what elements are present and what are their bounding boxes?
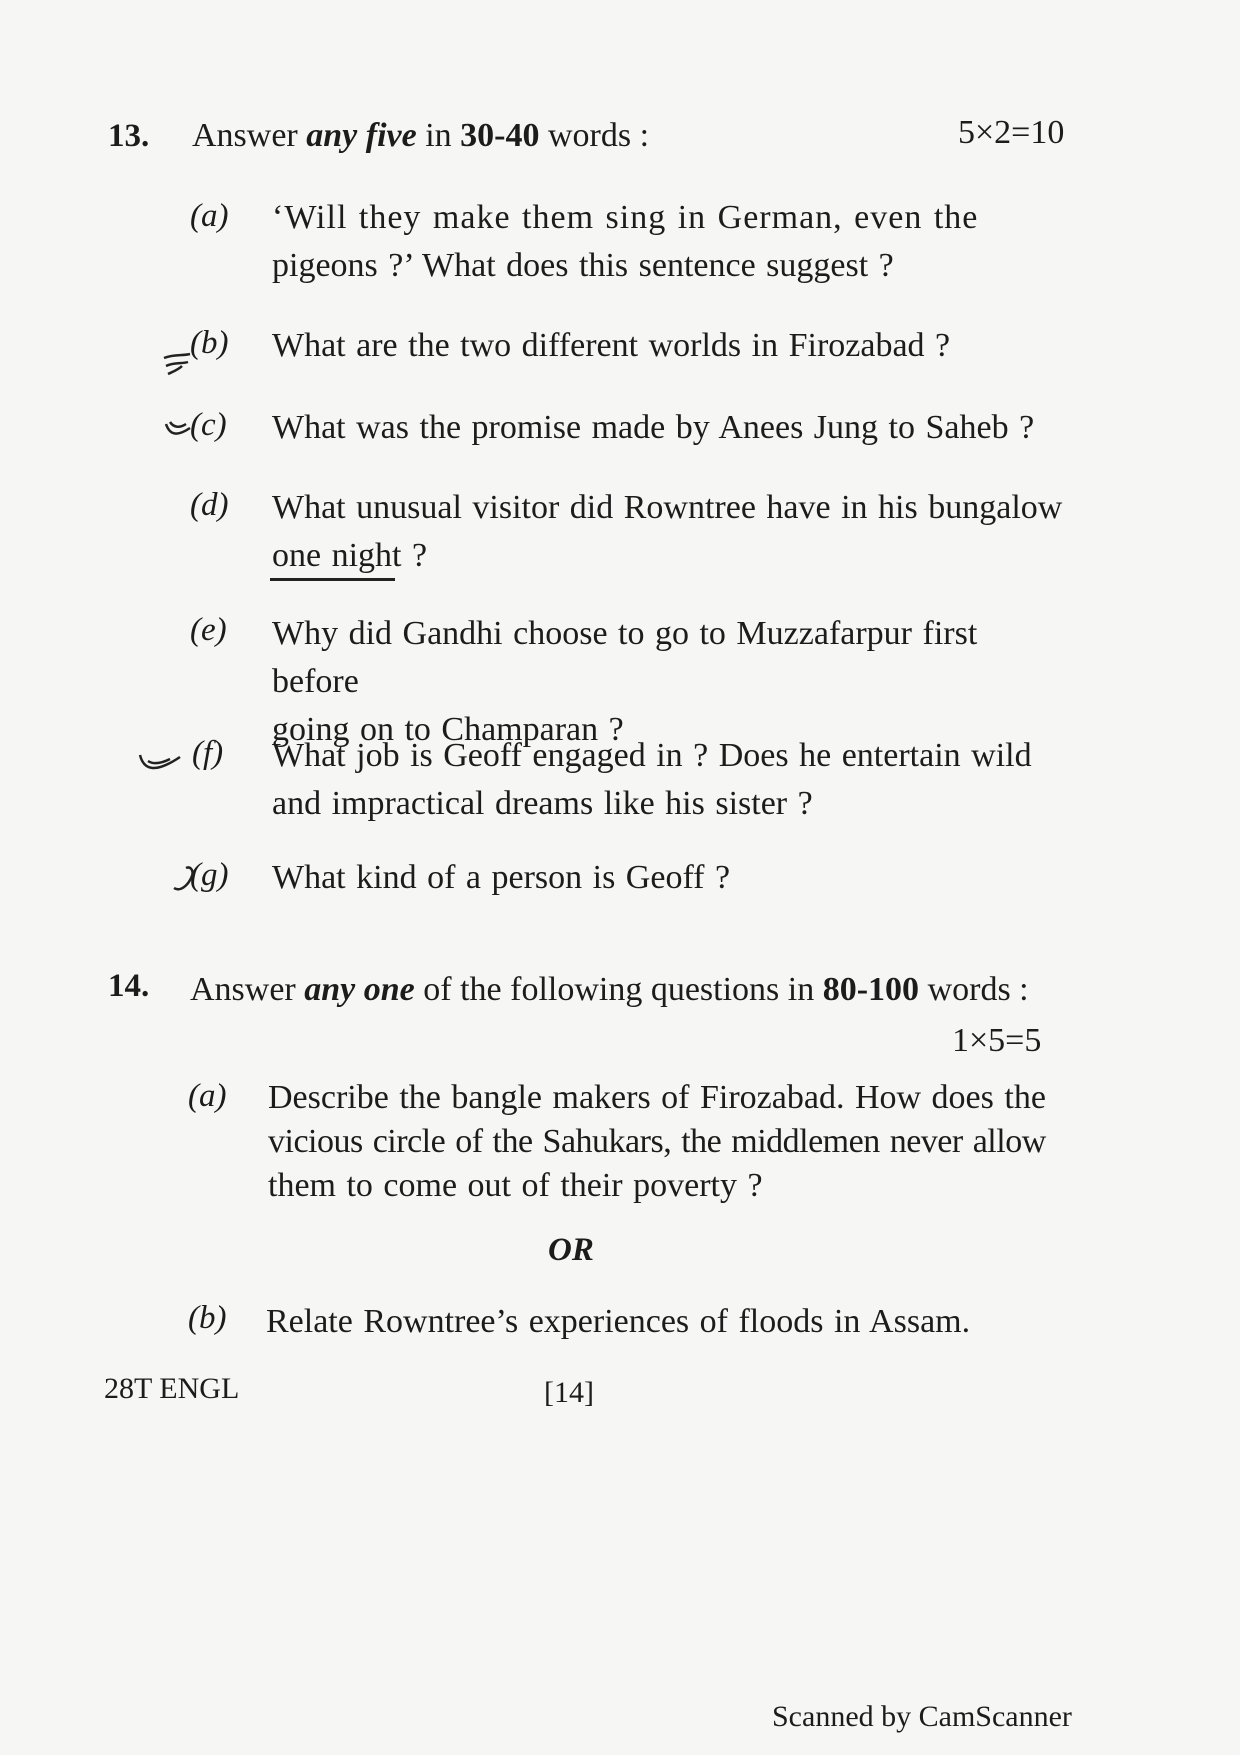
handwritten-tick-mark-icon bbox=[170, 862, 200, 896]
handwritten-tick-mark-icon bbox=[160, 414, 200, 444]
handwritten-tick-mark-icon bbox=[160, 352, 196, 382]
q13-g-label: (g) bbox=[190, 857, 229, 893]
q13-e-line-2: going on to Champaran ? bbox=[272, 711, 624, 748]
question-14-instruction bbox=[190, 966, 1029, 1014]
q13-c-text: What was the promise made by Anees Jung to Saheb ? bbox=[272, 409, 1035, 446]
question-14-number: 14. bbox=[108, 968, 150, 1004]
scanner-watermark: Scanned by CamScanner bbox=[772, 1700, 1072, 1733]
q13-e-label: (e) bbox=[190, 612, 227, 648]
q13-d-line-1: What unusual visitor did Rowntree have in his bungalow bbox=[272, 489, 1063, 526]
or-separator: OR bbox=[548, 1232, 594, 1268]
q14-prefix: Answer bbox=[190, 971, 305, 1008]
question-13-marks: 5×2=10 bbox=[958, 114, 1065, 151]
q14-b-text: Relate Rowntree’s experiences of floods in Assam. bbox=[266, 1303, 971, 1340]
q14-b-label: (b) bbox=[188, 1300, 227, 1336]
q13-a-text bbox=[272, 194, 1072, 290]
question-14-marks: 1×5=5 bbox=[952, 1022, 1042, 1059]
q13-e-line-1: Why did Gandhi choose to go to Muzzafarpur first before bbox=[272, 615, 978, 700]
q14-range: 80-100 bbox=[822, 971, 920, 1008]
q13-f-line-2: and impractical dreams like his sister ? bbox=[272, 785, 813, 822]
q13-d-text bbox=[272, 484, 1072, 580]
q13-c-label: (c) bbox=[190, 407, 227, 443]
q14-a-line-1: Describe the bangle makers of Firozabad. How does the bbox=[268, 1079, 1046, 1116]
q13-emphasis: any five bbox=[306, 117, 417, 154]
q13-range: 30-40 bbox=[460, 117, 540, 154]
q14-a-line-2: vicious circle of the Sahukars, the middlemen never allow bbox=[268, 1123, 1046, 1160]
handwritten-underline bbox=[270, 578, 395, 581]
q14-mid: of the following questions in bbox=[414, 971, 823, 1008]
question-13-instruction bbox=[192, 112, 649, 160]
q13-a-line-2: pigeons ?’ What does this sentence suggest ? bbox=[272, 247, 894, 284]
q13-b-text: What are the two different worlds in Firozabad ? bbox=[272, 327, 951, 364]
question-13-number: 13. bbox=[108, 118, 150, 154]
q13-suffix: words : bbox=[539, 117, 650, 154]
q13-mid: in bbox=[416, 117, 461, 154]
q13-g-text: What kind of a person is Geoff ? bbox=[272, 859, 731, 896]
page-number: [14] bbox=[544, 1376, 594, 1409]
q13-a-line-1: ‘Will they make them sing in German, even the bbox=[272, 199, 979, 236]
q13-a-label: (a) bbox=[190, 198, 229, 234]
q14-a-label: (a) bbox=[188, 1078, 227, 1114]
q13-f-label: (f) bbox=[192, 735, 224, 771]
q14-a-text bbox=[268, 1076, 1068, 1208]
q13-f-line-1: What job is Geoff engaged in ? Does he entertain wild bbox=[272, 737, 1032, 774]
q14-emphasis: any one bbox=[304, 971, 415, 1008]
q13-d-label: (d) bbox=[190, 487, 229, 523]
q14-suffix: words : bbox=[919, 971, 1029, 1008]
q13-prefix: Answer bbox=[192, 117, 307, 154]
q14-a-line-3: them to come out of their poverty ? bbox=[268, 1167, 763, 1204]
q13-d-line-2: one night ? bbox=[272, 537, 428, 574]
q13-b-label: (b) bbox=[190, 325, 229, 361]
q13-f-text bbox=[272, 732, 1072, 828]
handwritten-tick-mark-icon bbox=[136, 745, 186, 779]
paper-code: 28T ENGL bbox=[104, 1372, 240, 1405]
